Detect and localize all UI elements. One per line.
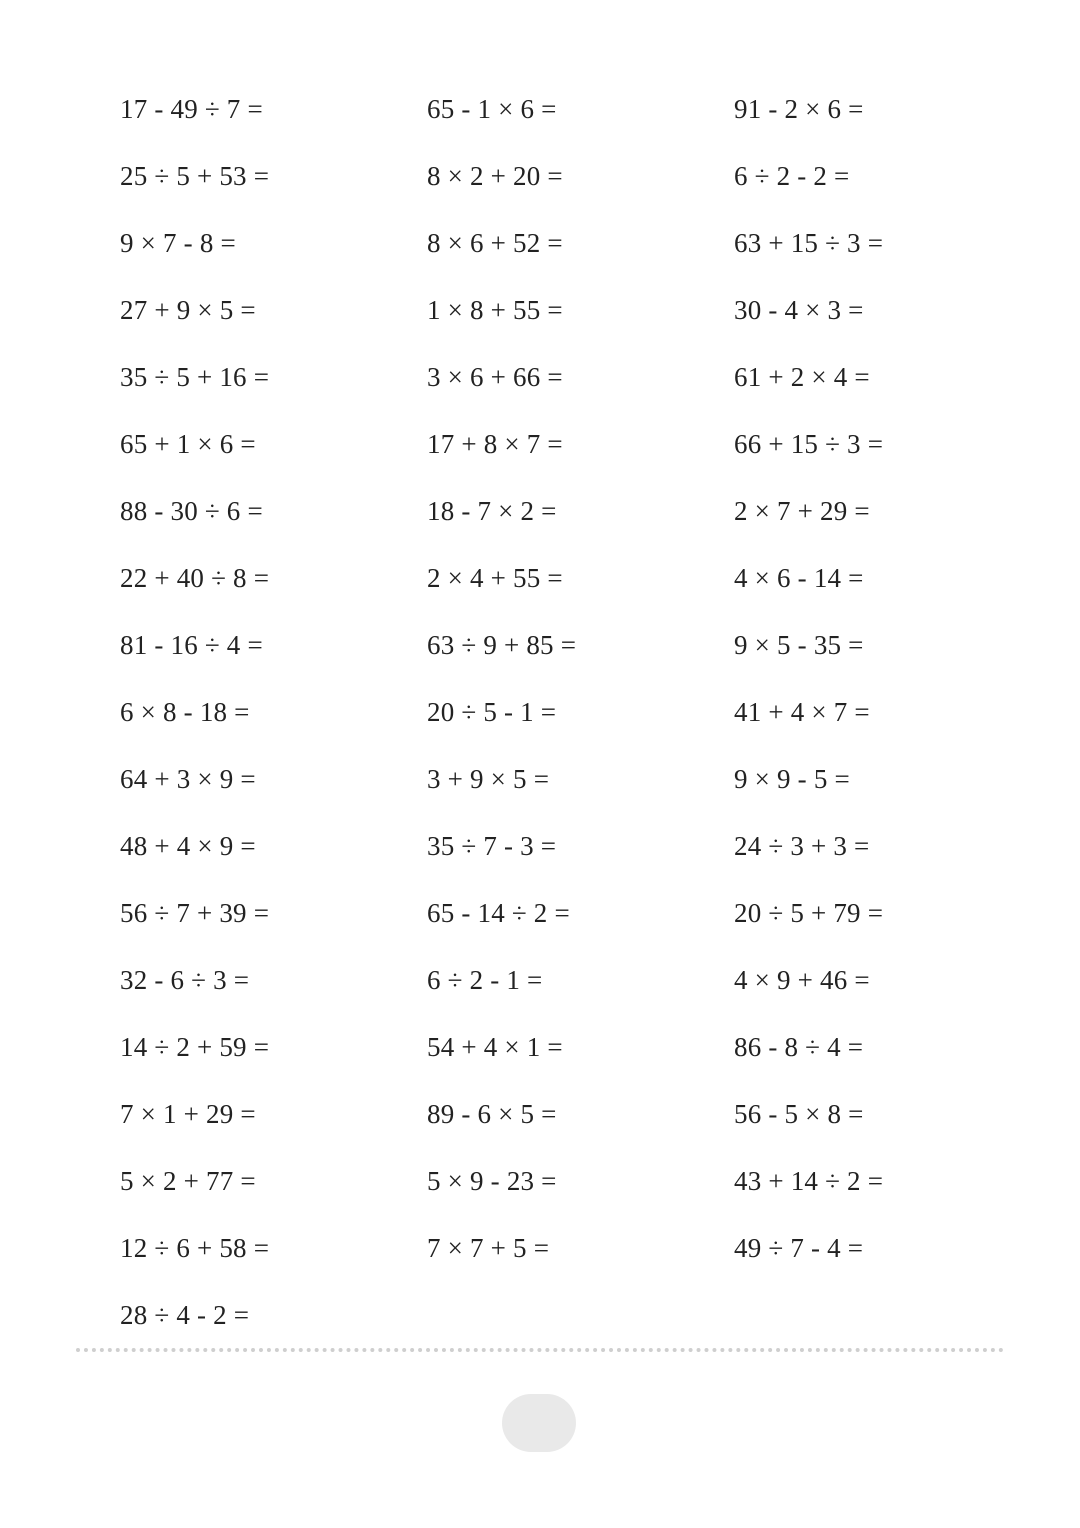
problem-item: 65 - 14 ÷ 2 =	[427, 898, 570, 928]
problem-item: 64 + 3 × 9 =	[120, 764, 256, 794]
problem-item: 88 - 30 ÷ 6 =	[120, 496, 263, 526]
problem-item: 2 × 4 + 55 =	[427, 563, 563, 593]
problem-item: 35 ÷ 7 - 3 =	[427, 831, 557, 861]
problem-item: 3 + 9 × 5 =	[427, 764, 550, 794]
problem-item: 56 - 5 × 8 =	[734, 1099, 864, 1129]
problem-item: 20 ÷ 5 + 79 =	[734, 898, 884, 928]
problem-item: 7 × 7 + 5 =	[427, 1233, 550, 1263]
problem-item: 35 ÷ 5 + 16 =	[120, 362, 270, 392]
problem-item: 22 + 40 ÷ 8 =	[120, 563, 270, 593]
problem-item: 2 × 7 + 29 =	[734, 496, 870, 526]
problem-item: 63 ÷ 9 + 85 =	[427, 630, 577, 660]
problem-item: 3 × 6 + 66 =	[427, 362, 563, 392]
problem-item: 17 + 8 × 7 =	[427, 429, 563, 459]
problem-item: 5 × 2 + 77 =	[120, 1166, 256, 1196]
problem-item: 14 ÷ 2 + 59 =	[120, 1032, 270, 1062]
problem-item: 43 + 14 ÷ 2 =	[734, 1166, 884, 1196]
problem-item: 41 + 4 × 7 =	[734, 697, 870, 727]
problem-item: 4 × 6 - 14 =	[734, 563, 864, 593]
problem-item: 8 × 2 + 20 =	[427, 161, 563, 191]
problem-item: 4 × 9 + 46 =	[734, 965, 870, 995]
problem-item: 28 ÷ 4 - 2 =	[120, 1300, 250, 1330]
problem-item: 6 ÷ 2 - 1 =	[427, 965, 543, 995]
problem-item: 86 - 8 ÷ 4 =	[734, 1032, 864, 1062]
problem-item: 91 - 2 × 6 =	[734, 94, 864, 124]
problem-item: 27 + 9 × 5 =	[120, 295, 256, 325]
problem-item: 9 × 9 - 5 =	[734, 764, 850, 794]
problem-item: 17 - 49 ÷ 7 =	[120, 94, 263, 124]
problem-item: 54 + 4 × 1 =	[427, 1032, 563, 1062]
problem-item: 6 × 8 - 18 =	[120, 697, 250, 727]
problem-item: 24 ÷ 3 + 3 =	[734, 831, 870, 861]
problem-item: 32 - 6 ÷ 3 =	[120, 965, 250, 995]
problem-item: 6 ÷ 2 - 2 =	[734, 161, 850, 191]
problem-item: 8 × 6 + 52 =	[427, 228, 563, 258]
problem-item: 30 - 4 × 3 =	[734, 295, 864, 325]
problem-item: 81 - 16 ÷ 4 =	[120, 630, 263, 660]
problem-item: 18 - 7 × 2 =	[427, 496, 557, 526]
problem-item: 9 × 7 - 8 =	[120, 228, 236, 258]
problem-item: 1 × 8 + 55 =	[427, 295, 563, 325]
problem-item: 25 ÷ 5 + 53 =	[120, 161, 270, 191]
problem-item: 7 × 1 + 29 =	[120, 1099, 256, 1129]
problem-item: 12 ÷ 6 + 58 =	[120, 1233, 270, 1263]
page-number-marker	[502, 1394, 576, 1452]
dotted-divider	[76, 1348, 1004, 1352]
problem-item: 5 × 9 - 23 =	[427, 1166, 557, 1196]
problem-item: 48 + 4 × 9 =	[120, 831, 256, 861]
problem-item: 66 + 15 ÷ 3 =	[734, 429, 884, 459]
problem-item: 9 × 5 - 35 =	[734, 630, 864, 660]
problem-item: 65 + 1 × 6 =	[120, 429, 256, 459]
problem-item: 56 ÷ 7 + 39 =	[120, 898, 270, 928]
problem-item: 89 - 6 × 5 =	[427, 1099, 557, 1129]
problem-item: 20 ÷ 5 - 1 =	[427, 697, 557, 727]
problem-item: 49 ÷ 7 - 4 =	[734, 1233, 864, 1263]
problem-item: 65 - 1 × 6 =	[427, 94, 557, 124]
problem-item: 63 + 15 ÷ 3 =	[734, 228, 884, 258]
problem-item: 61 + 2 × 4 =	[734, 362, 870, 392]
